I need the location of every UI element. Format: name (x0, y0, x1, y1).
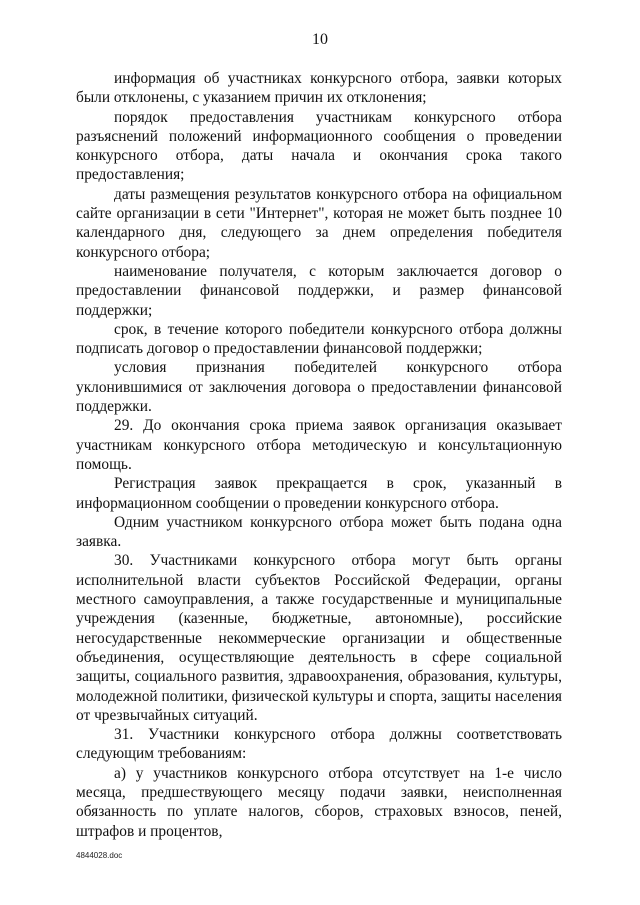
paragraph-clause-30: 30. Участниками конкурсного отбора могут быть органы исполнительной власти субъектов Российской Федерации, органы местного самоуправления, а также государственные и муниципальные учреждения (казенные, бюджетные, автономные), российские негосударственные некоммерческие организации и общественные объединения, осуществляющие деятельность в сфере социальной защиты, социального развития, здравоохранения, образования, культуры, молодежной политики, физической культуры и спорта, защиты населения от чрезвычайных ситуаций. (76, 552, 562, 724)
paragraph-clarification-procedure: порядок предоставления участникам конкурсного отбора разъяснений положений информационного сообщения о проведении конкурсного отбора, даты начала и окончания срока такого предоставления; (76, 108, 562, 184)
paragraph-evasion-conditions: условия признания победителей конкурсного отбора уклонившимися от заключения договора о предоставлении финансовой поддержки. (76, 359, 562, 416)
paragraph-rejected-applicants-info: информация об участниках конкурсного отбора, заявки которых были отклонены, с указанием причин их отклонения; (76, 70, 562, 107)
paragraph-recipient-name-and-amount: наименование получателя, с которым заключается договор о предоставлении финансовой поддержки, и размер финансовой поддержки; (76, 262, 562, 319)
paragraph-registration-ends: Регистрация заявок прекращается в срок, указанный в информационном сообщении о проведении конкурсного отбора. (76, 475, 562, 512)
paragraph-clause-31-a: а) у участников конкурсного отбора отсутствует на 1-е число месяца, предшествующего месяцу подачи заявки, неисполненная обязанность по уплате налогов, сборов, страховых взносов, пеней, штрафов и процентов, (76, 764, 562, 840)
paragraph-clause-29: 29. До окончания срока приема заявок организация оказывает участникам конкурсного отбора методическую и консультационную помощь. (76, 417, 562, 473)
page-number: 10 (312, 31, 328, 48)
paragraph-clause-31: 31. Участники конкурсного отбора должны соответствовать следующим требованиям: (76, 726, 562, 763)
paragraph-results-publication-dates: даты размещения результатов конкурсного отбора на официальном сайте организации в сети "Интернет", которая не может быть позднее 10 календарного дня, следующего за днем определения победителя конкурсного отбора; (76, 185, 562, 261)
paragraph-one-application: Одним участником конкурсного отбора может быть подана одна заявка. (76, 513, 562, 551)
paragraph-contract-signing-deadline: срок, в течение которого победители конкурсного отбора должны подписать договор о предоставлении финансовой поддержки; (76, 320, 562, 358)
footer-filename: 4844028.doc (76, 851, 123, 860)
document-body (76, 69, 562, 841)
